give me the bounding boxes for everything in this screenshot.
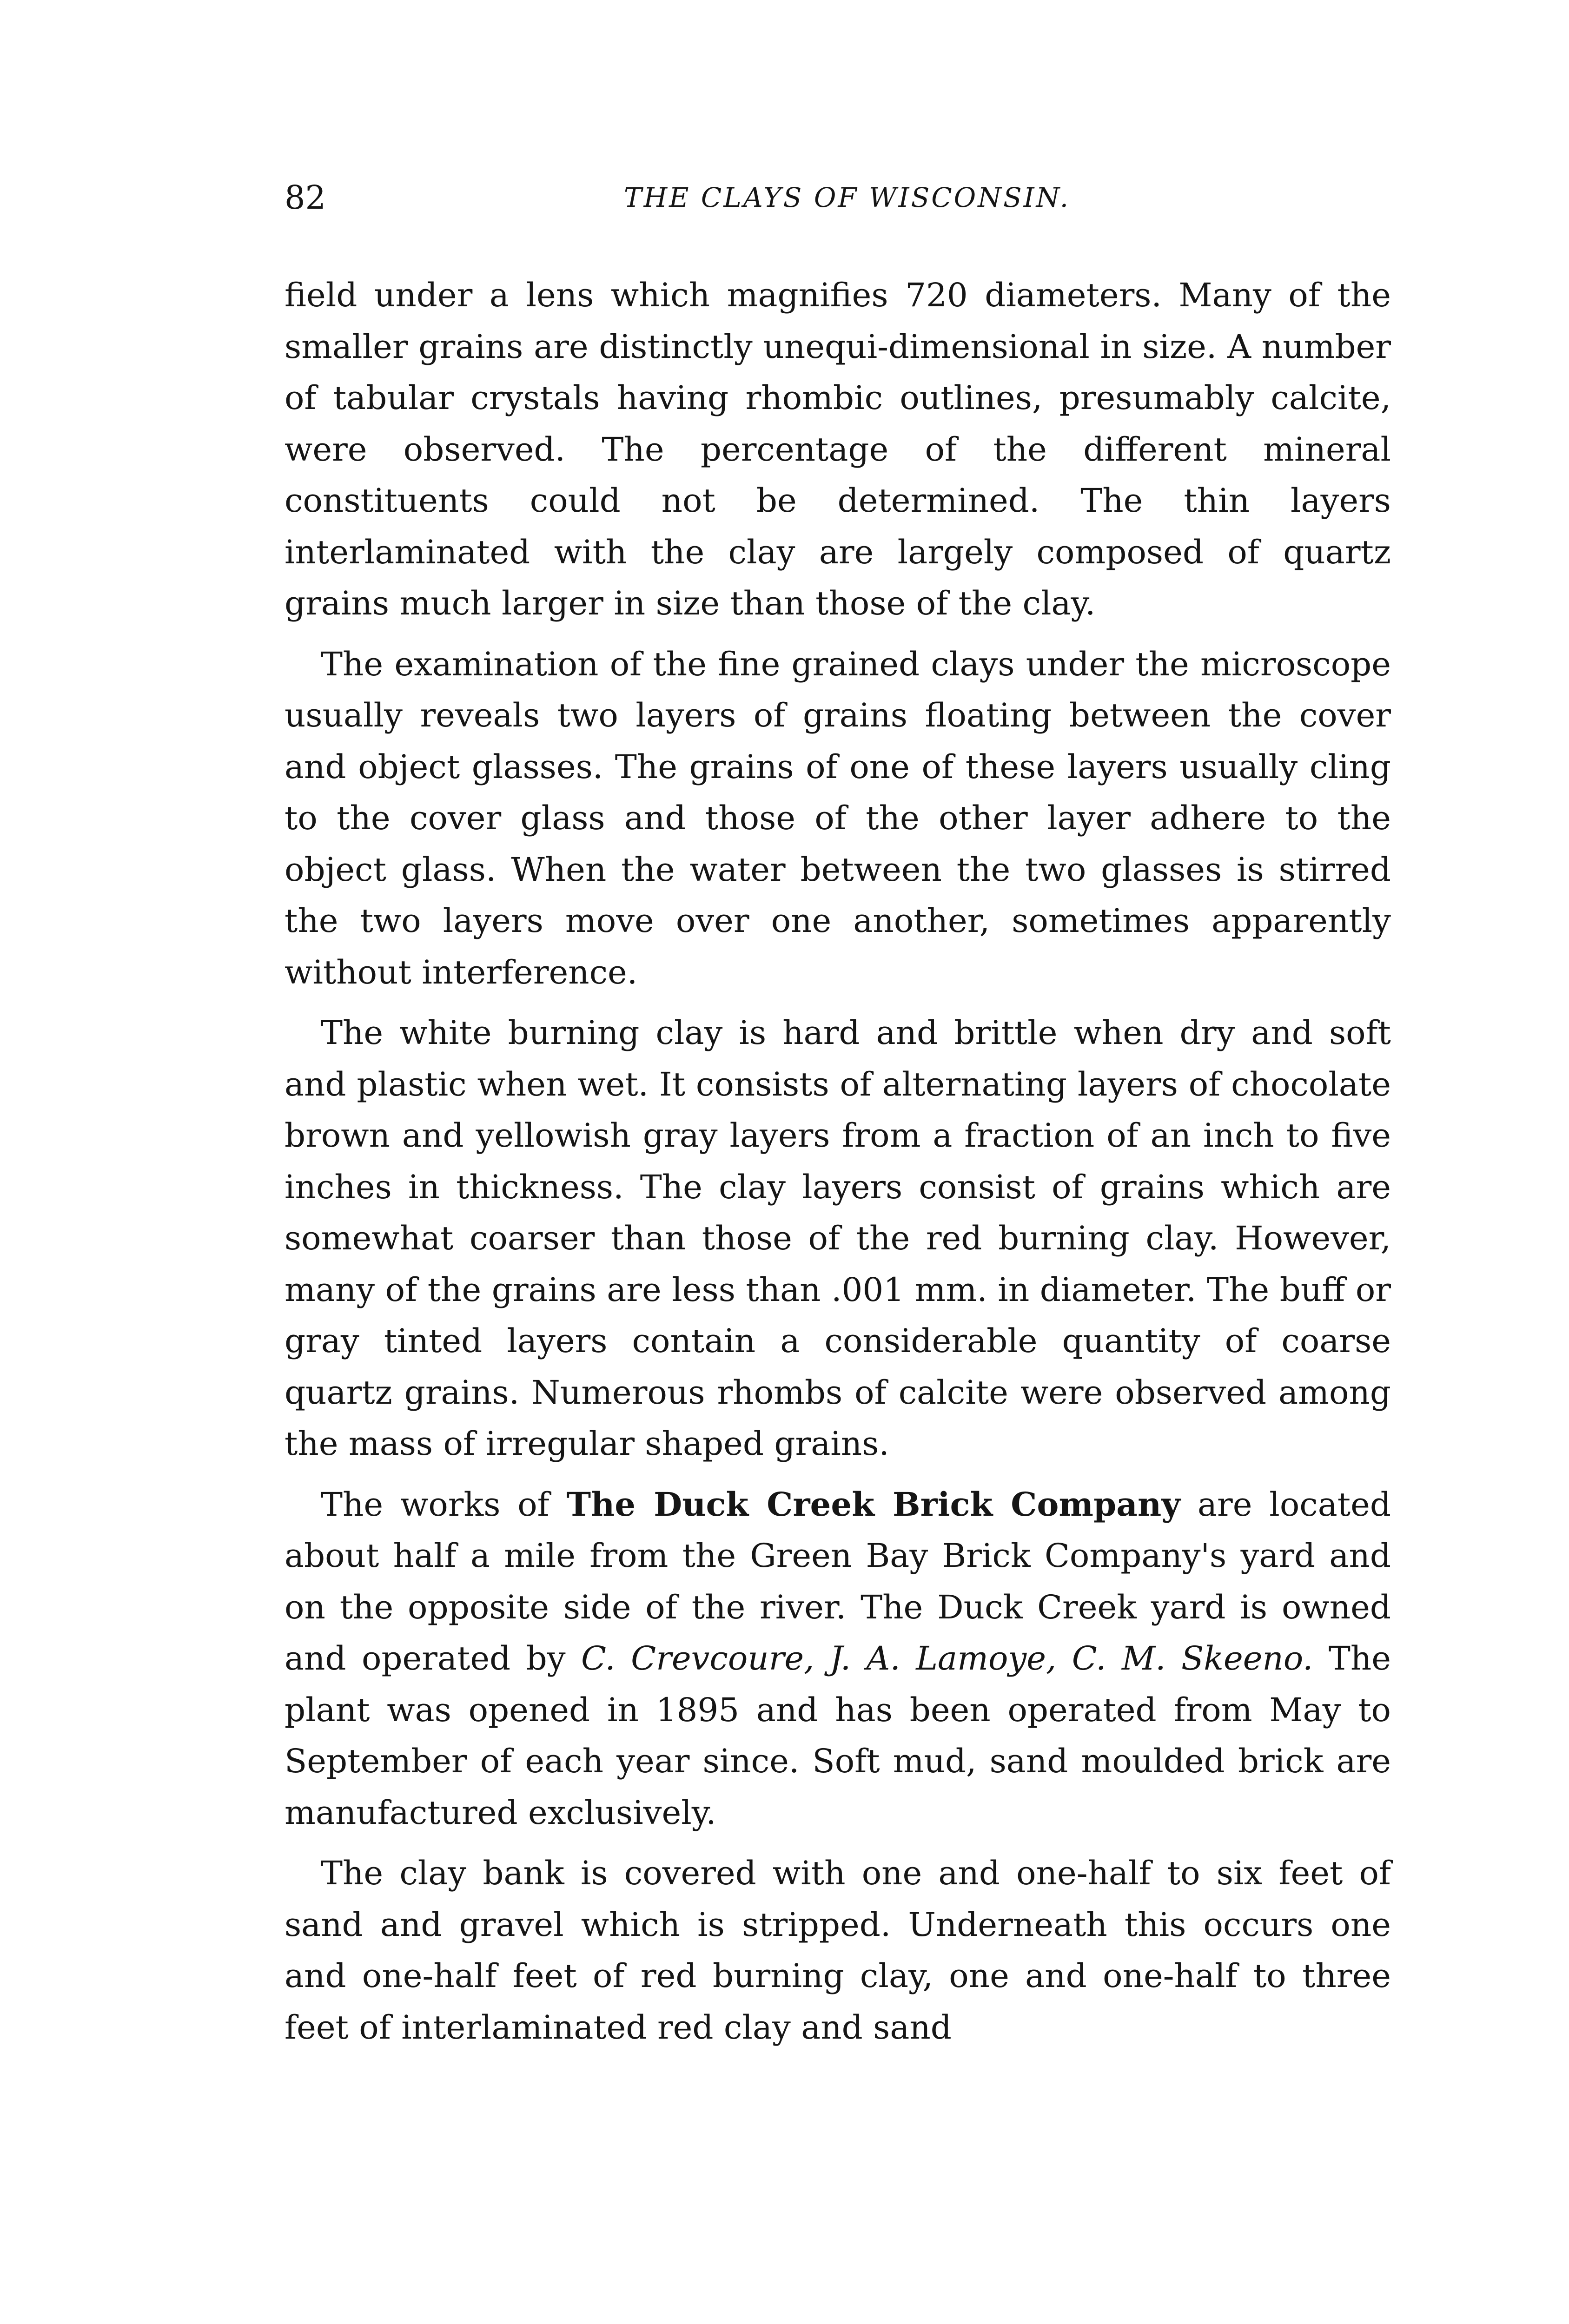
duck-creek-middle: are located about half a mile from the Green Bay Brick Company's yard and on the opposite side of the river. The Duck Creek yard is owned and operated by <box>285 1485 1391 1677</box>
duck-creek-intro: The works of <box>321 1485 567 1524</box>
company-name: The Duck Creek Brick Company <box>566 1485 1181 1524</box>
paragraph-continued: field under a lens which magnifies 720 diameters. Many of the smaller grains are distinctly unequi-dimensional in size. A number of tabular crystals having rhombic outlines, presumably calcite, were observed. The percentage of the different mineral constituents could not be determined. The thin layers interlaminated with the clay are largely composed of quartz grains much larger in size than those of the clay. <box>285 276 1391 622</box>
page-number: 82 <box>285 178 326 217</box>
owner-names: C. Crevcoure, J. A. Lamoye, C. M. Skeeno. <box>581 1639 1313 1677</box>
running-head <box>285 177 1391 228</box>
duck-creek-rest: The plant was opened in 1895 and has been operated from May to September of each year since. Soft mud, sand moulded brick are manufactured exclusively. <box>285 1639 1391 1832</box>
paragraph-duck-creek <box>285 1479 1391 1839</box>
paragraph-clay-bank: The clay bank is covered with one and one-half to six feet of sand and gravel which is stripped. Underneath this occurs one and one-half feet of red burning clay, one and one-half to three feet of interlaminated red clay and sand <box>285 1854 1391 2047</box>
paragraph-white-clay: The white burning clay is hard and brittle when dry and soft and plastic when wet. It consists of alternating layers of chocolate brown and yellowish gray layers from a fraction of an inch to five inches in thickness. The clay layers consist of grains which are somewhat coarser than those of the red burning clay. However, many of the grains are less than .001 mm. in diameter. The buff or gray tinted layers contain a considerable quantity of coarse quartz grains. Numerous rhombs of calcite were observed among the mass of irregular shaped grains. <box>285 1014 1391 1463</box>
running-title: THE CLAYS OF WISCONSIN. <box>623 182 1071 213</box>
body-text <box>285 270 1391 2053</box>
book-page <box>285 177 1391 2062</box>
paragraph-microscope: The examination of the fine grained clays under the microscope usually reveals two layers of grains floating between the cover and object glasses. The grains of one of these layers usually cling to the cover glass and those of the other layer adhere to the object glass. When the water between the two glasses is stirred the two layers move over one another, sometimes apparently without interference. <box>285 645 1391 991</box>
